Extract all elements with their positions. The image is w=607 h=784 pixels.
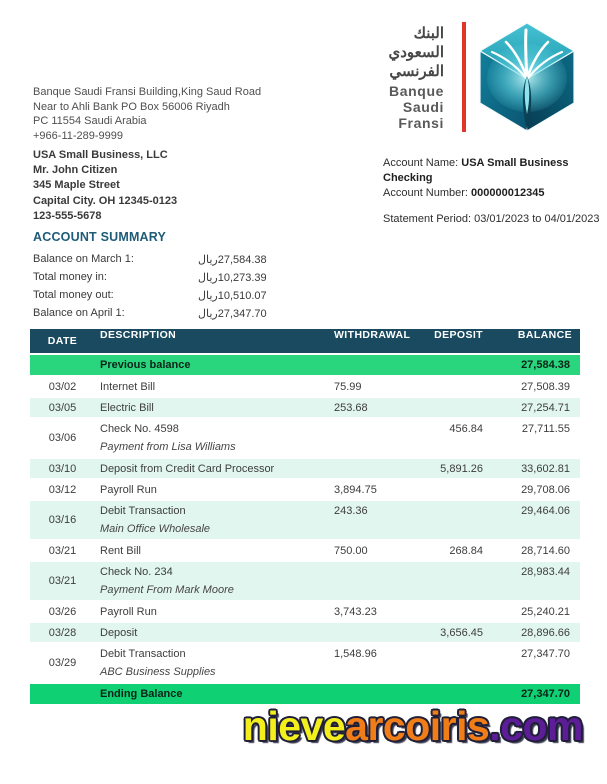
transaction-description: Debit Transaction — [100, 648, 186, 660]
summary-rows — [33, 250, 267, 322]
summary-amount — [198, 271, 267, 284]
table-row — [30, 562, 580, 600]
table-cell: 03/12 — [30, 480, 95, 499]
table-row — [30, 541, 580, 560]
transaction-description: Debit Transaction — [100, 505, 186, 517]
table-cell: 28,983.44 — [487, 562, 580, 600]
account-name-value: USA Small Business Checking — [383, 157, 569, 184]
table-cell: 27,347.70 — [487, 684, 580, 704]
summary-amount — [198, 289, 267, 302]
table-cell — [410, 644, 487, 682]
table-cell: 03/29 — [30, 644, 95, 682]
bank-address-line: Near to Ahli Bank PO Box 56006 Riyadh — [33, 100, 230, 113]
table-cell: 3,656.45 — [410, 623, 487, 642]
table-body — [30, 355, 580, 704]
riyal-currency-symbol: ريال — [198, 289, 218, 302]
summary-row — [33, 250, 267, 268]
account-info — [383, 156, 607, 227]
watermark-part-2: arcoiris — [345, 703, 490, 749]
logo-english-line: Saudi — [402, 99, 444, 115]
bank-address-line: PC 11554 Saudi Arabia — [33, 115, 147, 128]
table-cell: 75.99 — [332, 377, 410, 396]
table-cell — [332, 459, 410, 478]
previous-balance-row — [30, 355, 580, 375]
table-cell — [332, 623, 410, 642]
riyal-currency-symbol: ريال — [198, 271, 218, 284]
table-cell: 5,891.26 — [410, 459, 487, 478]
summary-label: Total money out: — [33, 289, 114, 301]
table-cell — [95, 541, 332, 560]
bank-logo-text — [388, 24, 444, 131]
column-header-deposit: DEPOSIT — [410, 329, 487, 353]
logo-arabic-line: البنك — [413, 25, 444, 42]
table-row — [30, 377, 580, 396]
column-header-description: DESCRIPTION — [95, 329, 332, 353]
summary-row — [33, 286, 267, 304]
table-cell — [95, 562, 332, 600]
table-cell: 268.84 — [410, 541, 487, 560]
column-header-balance: BALANCE — [487, 329, 580, 353]
table-cell: 03/02 — [30, 377, 95, 396]
table-cell — [410, 602, 487, 621]
table-row — [30, 602, 580, 621]
table-cell: 03/05 — [30, 398, 95, 417]
column-header-withdrawal: WITHDRAWAL — [332, 329, 410, 353]
table-cell — [410, 398, 487, 417]
bank-cube-icon — [478, 22, 576, 132]
summary-amount-value: 10,273.39 — [217, 271, 267, 284]
table-row — [30, 644, 580, 682]
table-cell: 25,240.21 — [487, 602, 580, 621]
summary-amount-value: 27,584.38 — [217, 253, 267, 266]
watermark — [243, 703, 583, 750]
table-cell: 28,896.66 — [487, 623, 580, 642]
table-cell: 29,464.06 — [487, 501, 580, 539]
table-cell — [332, 562, 410, 600]
logo-english-text — [388, 83, 444, 131]
summary-label: Total money in: — [33, 271, 107, 283]
table-cell: 253.68 — [332, 398, 410, 417]
logo-arabic-text — [388, 24, 444, 81]
transaction-subdescription: ABC Business Supplies — [100, 666, 216, 678]
logo-red-bar-icon — [462, 22, 466, 132]
table-header — [30, 329, 580, 353]
bank-address-line: +966-11-289-9999 — [33, 129, 124, 142]
table-cell: 3,743.23 — [332, 602, 410, 621]
account-number-line — [383, 186, 607, 201]
customer-address-line: Capital City. OH 12345-0123 — [33, 194, 178, 207]
logo-english-line: Fransi — [398, 115, 444, 131]
table-cell: 03/16 — [30, 501, 95, 539]
customer-address-line: 123-555-5678 — [33, 209, 102, 222]
table-cell — [95, 644, 332, 682]
table-cell: 27,584.38 — [487, 355, 580, 375]
table-cell — [332, 419, 410, 457]
transaction-description: Electric Bill — [100, 402, 154, 414]
bank-logo — [388, 22, 576, 132]
table-cell: 28,714.60 — [487, 541, 580, 560]
transaction-description: Check No. 234 — [100, 566, 173, 578]
table-cell: 03/06 — [30, 419, 95, 457]
account-summary-title: ACCOUNT SUMMARY — [33, 230, 167, 244]
transaction-subdescription: Payment From Mark Moore — [100, 584, 234, 596]
bank-address-line: Banque Saudi Fransi Building,King Saud Road — [33, 86, 262, 98]
table-cell: 27,347.70 — [487, 644, 580, 682]
transactions-table — [30, 327, 580, 706]
table-cell: 27,508.39 — [487, 377, 580, 396]
transaction-description: Rent Bill — [100, 545, 141, 557]
table-row — [30, 398, 580, 417]
table-cell — [410, 684, 487, 704]
table-cell — [95, 501, 332, 539]
table-cell — [332, 684, 410, 704]
table-cell: 03/28 — [30, 623, 95, 642]
table-cell: 243.36 — [332, 501, 410, 539]
table-cell — [30, 684, 95, 704]
account-name-line — [383, 156, 607, 186]
table-row — [30, 419, 580, 457]
account-name-label: Account Name: — [383, 157, 459, 169]
table-cell: 27,254.71 — [487, 398, 580, 417]
table-cell: 03/26 — [30, 602, 95, 621]
statement-period-label: Statement Period: — [383, 213, 472, 225]
table-row — [30, 459, 580, 478]
riyal-currency-symbol: ريال — [198, 307, 218, 320]
table-row — [30, 623, 580, 642]
summary-label: Balance on March 1: — [33, 253, 134, 265]
transaction-description: Payroll Run — [100, 484, 157, 496]
transaction-description: Deposit — [100, 627, 138, 639]
transaction-description: Internet Bill — [100, 381, 156, 393]
customer-address-line: USA Small Business, LLC — [33, 149, 168, 161]
ending-balance-row — [30, 684, 580, 704]
table-cell: Previous balance — [95, 355, 332, 375]
transaction-subdescription: Main Office Wholesale — [100, 523, 211, 535]
table-cell — [95, 623, 332, 642]
customer-address — [33, 148, 177, 224]
column-header-date: DATE — [30, 329, 95, 353]
summary-row — [33, 268, 267, 286]
customer-address-line: Mr. John Citizen — [33, 164, 118, 177]
summary-amount-value: 10,510.07 — [217, 289, 267, 302]
table-cell — [95, 377, 332, 396]
transaction-description: Deposit from Credit Card Processor — [100, 463, 275, 475]
statement-period-line — [383, 212, 607, 227]
table-cell: Ending Balance — [95, 684, 332, 704]
table-cell — [410, 355, 487, 375]
logo-arabic-line: السعودي — [388, 44, 444, 61]
table-cell — [30, 355, 95, 375]
account-number-value: 000000012345 — [471, 187, 545, 199]
summary-row — [33, 304, 267, 322]
transaction-subdescription: Payment from Lisa Williams — [100, 441, 236, 453]
customer-address-line: 345 Maple Street — [33, 179, 120, 192]
table-cell: 29,708.06 — [487, 480, 580, 499]
table-cell: 750.00 — [332, 541, 410, 560]
logo-arabic-line: الفرنسي — [389, 63, 444, 80]
table-cell — [332, 355, 410, 375]
table-cell: 03/21 — [30, 541, 95, 560]
table-cell — [95, 480, 332, 499]
summary-amount — [198, 307, 267, 320]
summary-amount — [198, 253, 267, 266]
table-cell: 27,711.55 — [487, 419, 580, 457]
table-cell — [410, 501, 487, 539]
table-cell — [95, 419, 332, 457]
summary-amount-value: 27,347.70 — [217, 307, 267, 320]
table-header-row — [30, 329, 580, 353]
table-cell — [95, 602, 332, 621]
table-cell — [95, 459, 332, 478]
watermark-part-1: nieve — [242, 703, 346, 749]
table-row — [30, 480, 580, 499]
statement-period-value: 03/01/2023 to 04/01/2023 — [474, 213, 600, 225]
table-row — [30, 501, 580, 539]
logo-english-line: Banque — [389, 83, 444, 99]
table-cell: 33,602.81 — [487, 459, 580, 478]
table-cell — [95, 398, 332, 417]
transaction-description: Payroll Run — [100, 606, 157, 618]
table-cell: 03/21 — [30, 562, 95, 600]
table-cell: 03/10 — [30, 459, 95, 478]
table-cell — [410, 377, 487, 396]
watermark-part-3: .com — [489, 703, 583, 749]
table-cell: 456.84 — [410, 419, 487, 457]
table-cell: 3,894.75 — [332, 480, 410, 499]
transaction-description: Check No. 4598 — [100, 423, 179, 435]
table-cell — [410, 480, 487, 499]
summary-label: Balance on April 1: — [33, 307, 125, 319]
table-cell — [410, 562, 487, 600]
account-number-label: Account Number: — [383, 187, 468, 199]
table-cell: 1,548.96 — [332, 644, 410, 682]
bank-address — [33, 85, 261, 143]
riyal-currency-symbol: ريال — [198, 253, 218, 266]
